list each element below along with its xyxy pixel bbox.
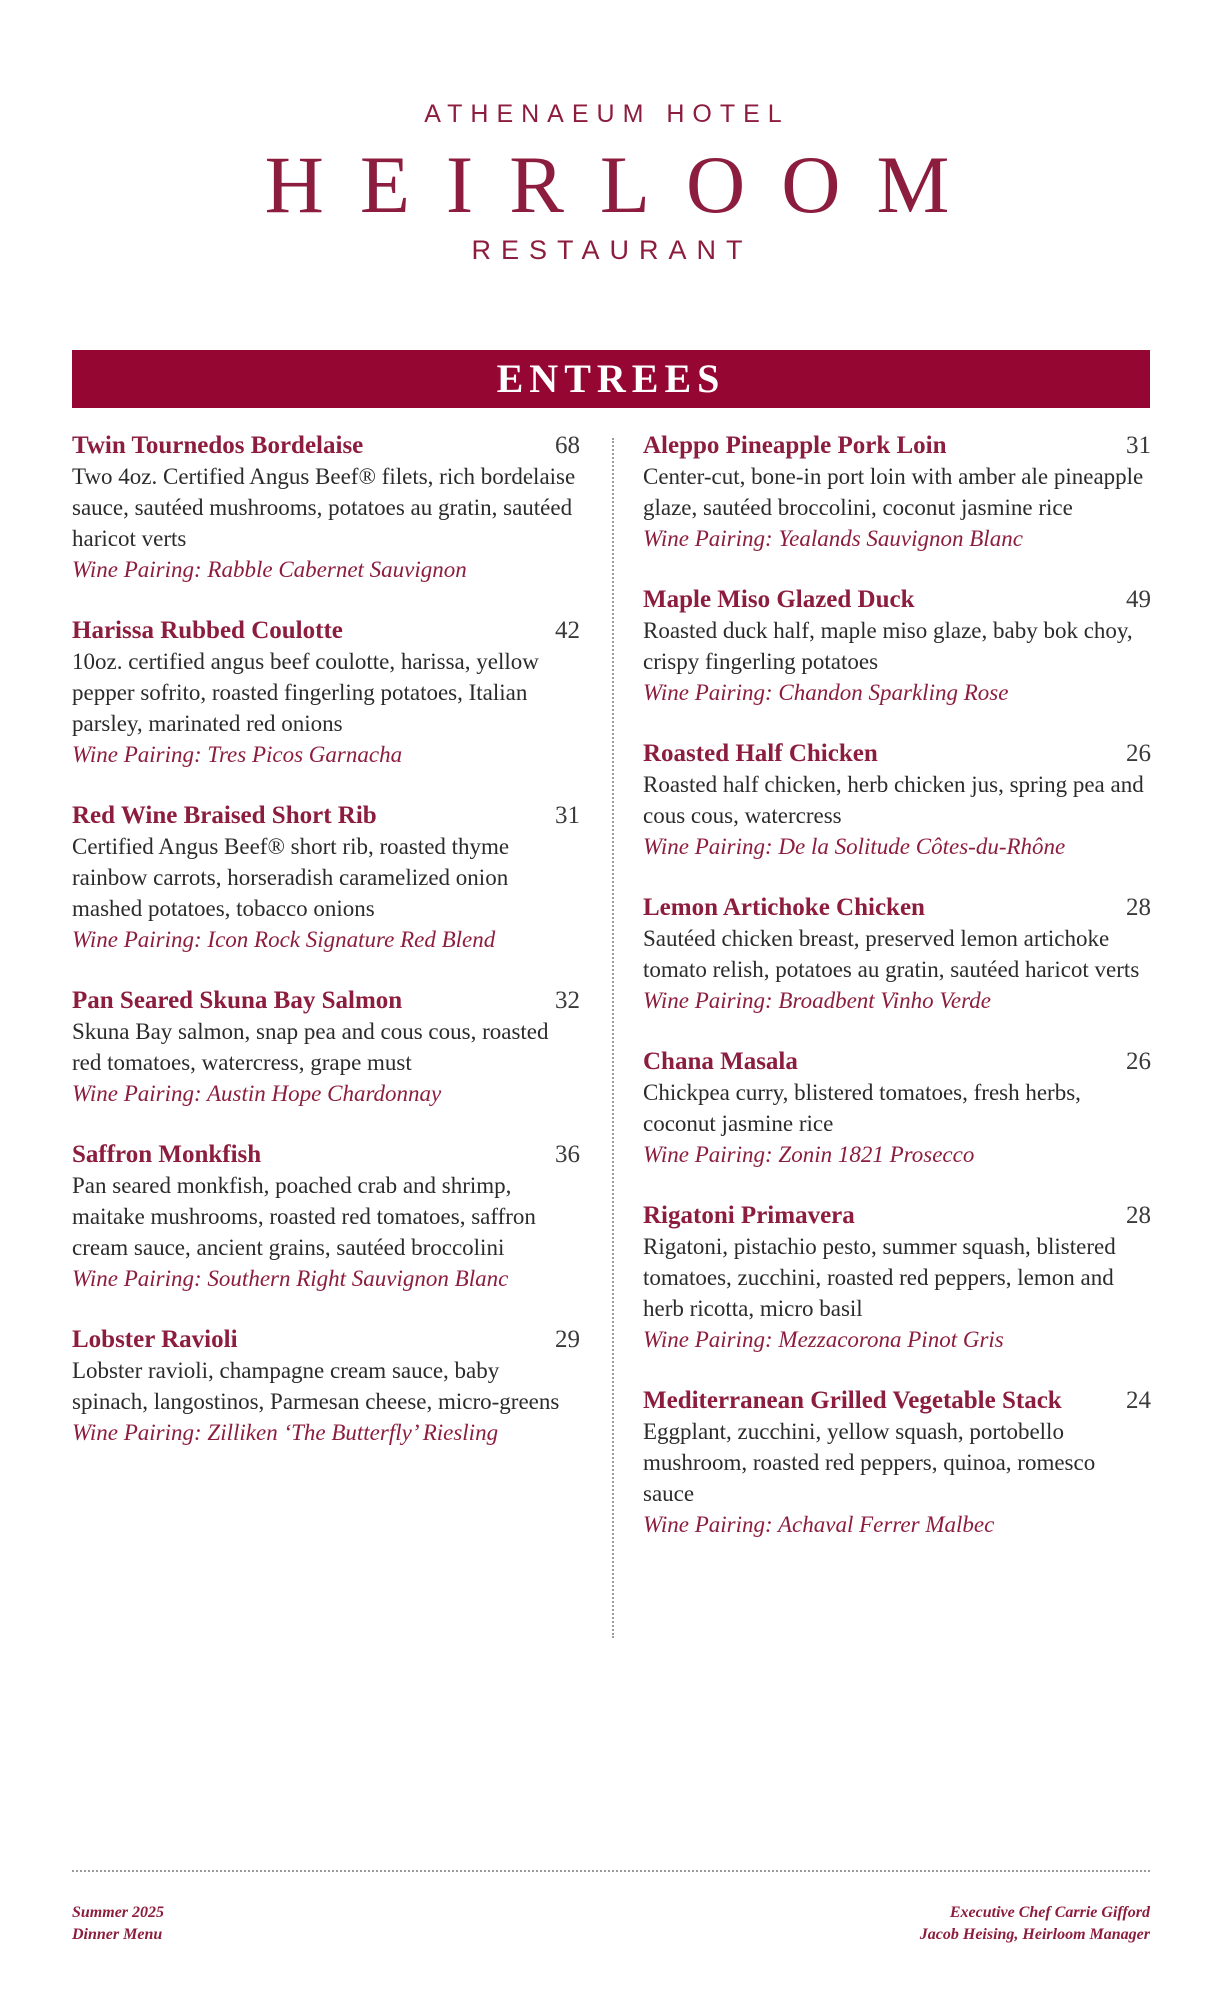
footer-divider	[72, 1870, 1150, 1872]
item-price: 32	[555, 987, 580, 1014]
item-description: Certified Angus Beef® short rib, roasted thyme rainbow carrots, horseradish caramelized onion mashed potatoes, tobacco onions	[72, 834, 510, 921]
wine-pairing: Wine Pairing: Chandon Sparkling Rose	[643, 680, 1009, 705]
item-price: 26	[1126, 1048, 1151, 1075]
item-description: Lobster ravioli, champagne cream sauce, baby spinach, langostinos, Parmesan cheese, micro-greens	[72, 1358, 560, 1414]
menu-item	[643, 1200, 1151, 1355]
wine-pairing: Wine Pairing: Zonin 1821 Prosecco	[643, 1142, 975, 1167]
menu-item	[72, 615, 580, 770]
wine-pairing: Wine Pairing: Mezzacorona Pinot Gris	[643, 1327, 1004, 1352]
wine-pairing: Wine Pairing: Tres Picos Garnacha	[72, 742, 403, 767]
menu-season: Summer 2025	[72, 1904, 165, 1921]
heirloom-logo: HEIRLOOM	[264, 139, 986, 230]
item-price: 42	[555, 617, 580, 644]
item-description: Two 4oz. Certified Angus Beef® filets, rich bordelaise sauce, sautéed mushrooms, potatoes au gratin, sautéed haricot verts	[72, 464, 576, 551]
menu-item	[72, 430, 580, 585]
menu-item	[643, 584, 1151, 708]
item-price: 24	[1126, 1387, 1151, 1414]
right-column	[643, 430, 1151, 1570]
item-price: 49	[1126, 586, 1151, 613]
item-price: 36	[555, 1141, 580, 1168]
item-description: Center-cut, bone-in port loin with amber ale pineapple glaze, sautéed broccolini, coconut jasmine rice	[643, 464, 1144, 520]
menu-item	[643, 430, 1151, 554]
menu-item	[72, 985, 580, 1109]
item-description: Sautéed chicken breast, preserved lemon artichoke tomato relish, potatoes au gratin, sautéed haricot verts	[643, 926, 1140, 982]
wine-pairing: Wine Pairing: Zilliken ‘The Butterfly’ Riesling	[72, 1420, 499, 1445]
wine-pairing: Wine Pairing: De la Solitude Côtes-du-Rhône	[643, 834, 1066, 859]
item-price: 28	[1126, 894, 1151, 921]
item-price: 29	[555, 1326, 580, 1353]
wine-pairing: Wine Pairing: Rabble Cabernet Sauvignon	[72, 557, 467, 582]
left-column	[72, 430, 580, 1478]
wine-pairing: Wine Pairing: Achaval Ferrer Malbec	[643, 1512, 995, 1537]
footer-left	[72, 1902, 164, 1946]
item-price: 31	[1126, 432, 1151, 459]
item-name: Chana Masala	[643, 1048, 798, 1075]
menu-item	[643, 1385, 1151, 1540]
item-description: 10oz. certified angus beef coulotte, harissa, yellow pepper sofrito, roasted fingerling potatoes, Italian parsley, marinated red onions	[72, 649, 539, 736]
item-price: 68	[555, 432, 580, 459]
wine-pairing: Wine Pairing: Yealands Sauvignon Blanc	[643, 526, 1023, 551]
menu-item	[643, 738, 1151, 862]
menu-item	[72, 1324, 580, 1448]
footer-right	[920, 1902, 1150, 1946]
item-name: Rigatoni Primavera	[643, 1202, 855, 1229]
item-name: Lemon Artichoke Chicken	[643, 894, 925, 921]
item-price: 28	[1126, 1202, 1151, 1229]
wine-pairing: Wine Pairing: Austin Hope Chardonnay	[72, 1081, 442, 1106]
item-description: Eggplant, zucchini, yellow squash, portobello mushroom, roasted red peppers, quinoa, romesco sauce	[643, 1419, 1096, 1506]
item-name: Saffron Monkfish	[72, 1141, 262, 1168]
wine-pairing: Wine Pairing: Southern Right Sauvignon Blanc	[72, 1266, 509, 1291]
item-description: Skuna Bay salmon, snap pea and cous cous, roasted red tomatoes, watercress, grape must	[72, 1019, 549, 1075]
restaurant-label: RESTAURANT	[471, 235, 753, 265]
item-name: Harissa Rubbed Coulotte	[72, 617, 343, 644]
item-name: Twin Tournedos Bordelaise	[72, 432, 364, 459]
column-divider	[612, 438, 614, 1638]
item-description: Roasted duck half, maple miso glaze, baby bok choy, crispy fingerling potatoes	[643, 618, 1133, 674]
item-price: 31	[555, 802, 580, 829]
menu-item	[643, 892, 1151, 1016]
item-name: Lobster Ravioli	[72, 1326, 238, 1353]
item-description: Pan seared monkfish, poached crab and shrimp, maitake mushrooms, roasted red tomatoes, saffron cream sauce, ancient grains, sautéed broccolini	[72, 1173, 536, 1260]
item-description: Roasted half chicken, herb chicken jus, spring pea and cous cous, watercress	[643, 772, 1144, 828]
menu-item	[72, 800, 580, 955]
section-banner: ENTREES	[72, 350, 1150, 408]
hotel-name: ATHENAEUM HOTEL	[424, 100, 790, 128]
item-name: Mediterranean Grilled Vegetable Stack	[643, 1387, 1062, 1414]
menu-type: Dinner Menu	[72, 1926, 163, 1943]
chef-credit: Executive Chef Carrie Gifford	[949, 1904, 1150, 1921]
manager-credit: Jacob Heising, Heirloom Manager	[919, 1926, 1150, 1943]
menu-item	[643, 1046, 1151, 1170]
wine-pairing: Wine Pairing: Broadbent Vinho Verde	[643, 988, 991, 1013]
item-price: 26	[1126, 740, 1151, 767]
wine-pairing: Wine Pairing: Icon Rock Signature Red Blend	[72, 927, 496, 952]
menu-item	[72, 1139, 580, 1294]
item-name: Red Wine Braised Short Rib	[72, 802, 377, 829]
item-name: Aleppo Pineapple Pork Loin	[643, 432, 947, 459]
item-name: Maple Miso Glazed Duck	[643, 586, 915, 613]
item-description: Rigatoni, pistachio pesto, summer squash, blistered tomatoes, zucchini, roasted red peppers, lemon and herb ricotta, micro basil	[643, 1234, 1116, 1321]
item-name: Roasted Half Chicken	[643, 740, 878, 767]
item-description: Chickpea curry, blistered tomatoes, fresh herbs, coconut jasmine rice	[643, 1080, 1081, 1136]
item-name: Pan Seared Skuna Bay Salmon	[72, 987, 403, 1014]
